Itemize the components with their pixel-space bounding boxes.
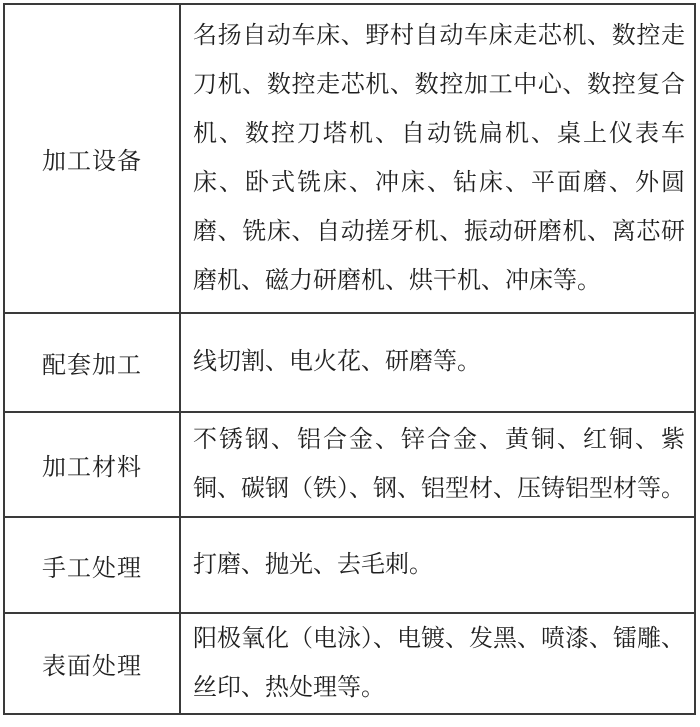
row-label: 表面处理 <box>5 614 181 713</box>
row-content: 线切割、电火花、研磨等。 <box>193 349 481 375</box>
processing-capability-table <box>3 3 696 715</box>
row-content-cell <box>181 518 694 612</box>
row-label: 加工材料 <box>5 413 181 516</box>
row-content: 打磨、抛光、去毛刺。 <box>193 551 433 578</box>
row-content-cell <box>181 413 694 516</box>
row-label: 加工设备 <box>5 5 181 312</box>
table-row-manual-processing <box>5 516 694 612</box>
table-row-supporting-processing <box>5 312 694 411</box>
row-content-cell <box>181 5 694 312</box>
table-row-processing-materials <box>5 411 694 516</box>
row-label: 配套加工 <box>5 314 181 411</box>
row-content: 阳极氧化（电泳）、电镀、发黑、喷漆、镭雕、丝印、热处理等。 <box>193 625 685 701</box>
row-content: 不锈钢、铝合金、锌合金、黄铜、红铜、紫铜、碳钢（铁）、钢、铝型材、压铸铝型材等。 <box>193 426 685 502</box>
row-label: 手工处理 <box>5 518 181 612</box>
row-content-cell <box>181 314 694 411</box>
row-content-cell <box>181 614 694 713</box>
table-row-processing-equipment <box>5 5 694 312</box>
table-row-surface-treatment <box>5 612 694 713</box>
row-content: 名扬自动车床、野村自动车床走芯机、数控走刀机、数控走芯机、数控加工中心、数控复合机、数控刀塔机、自动铣扁机、桌上仪表车床、卧式铣床、冲床、钻床、平面磨、外圆磨、铣床、自动搓牙机、振动研磨机、离芯研磨机、磁力研磨机、烘干机、冲床等。 <box>193 22 685 294</box>
